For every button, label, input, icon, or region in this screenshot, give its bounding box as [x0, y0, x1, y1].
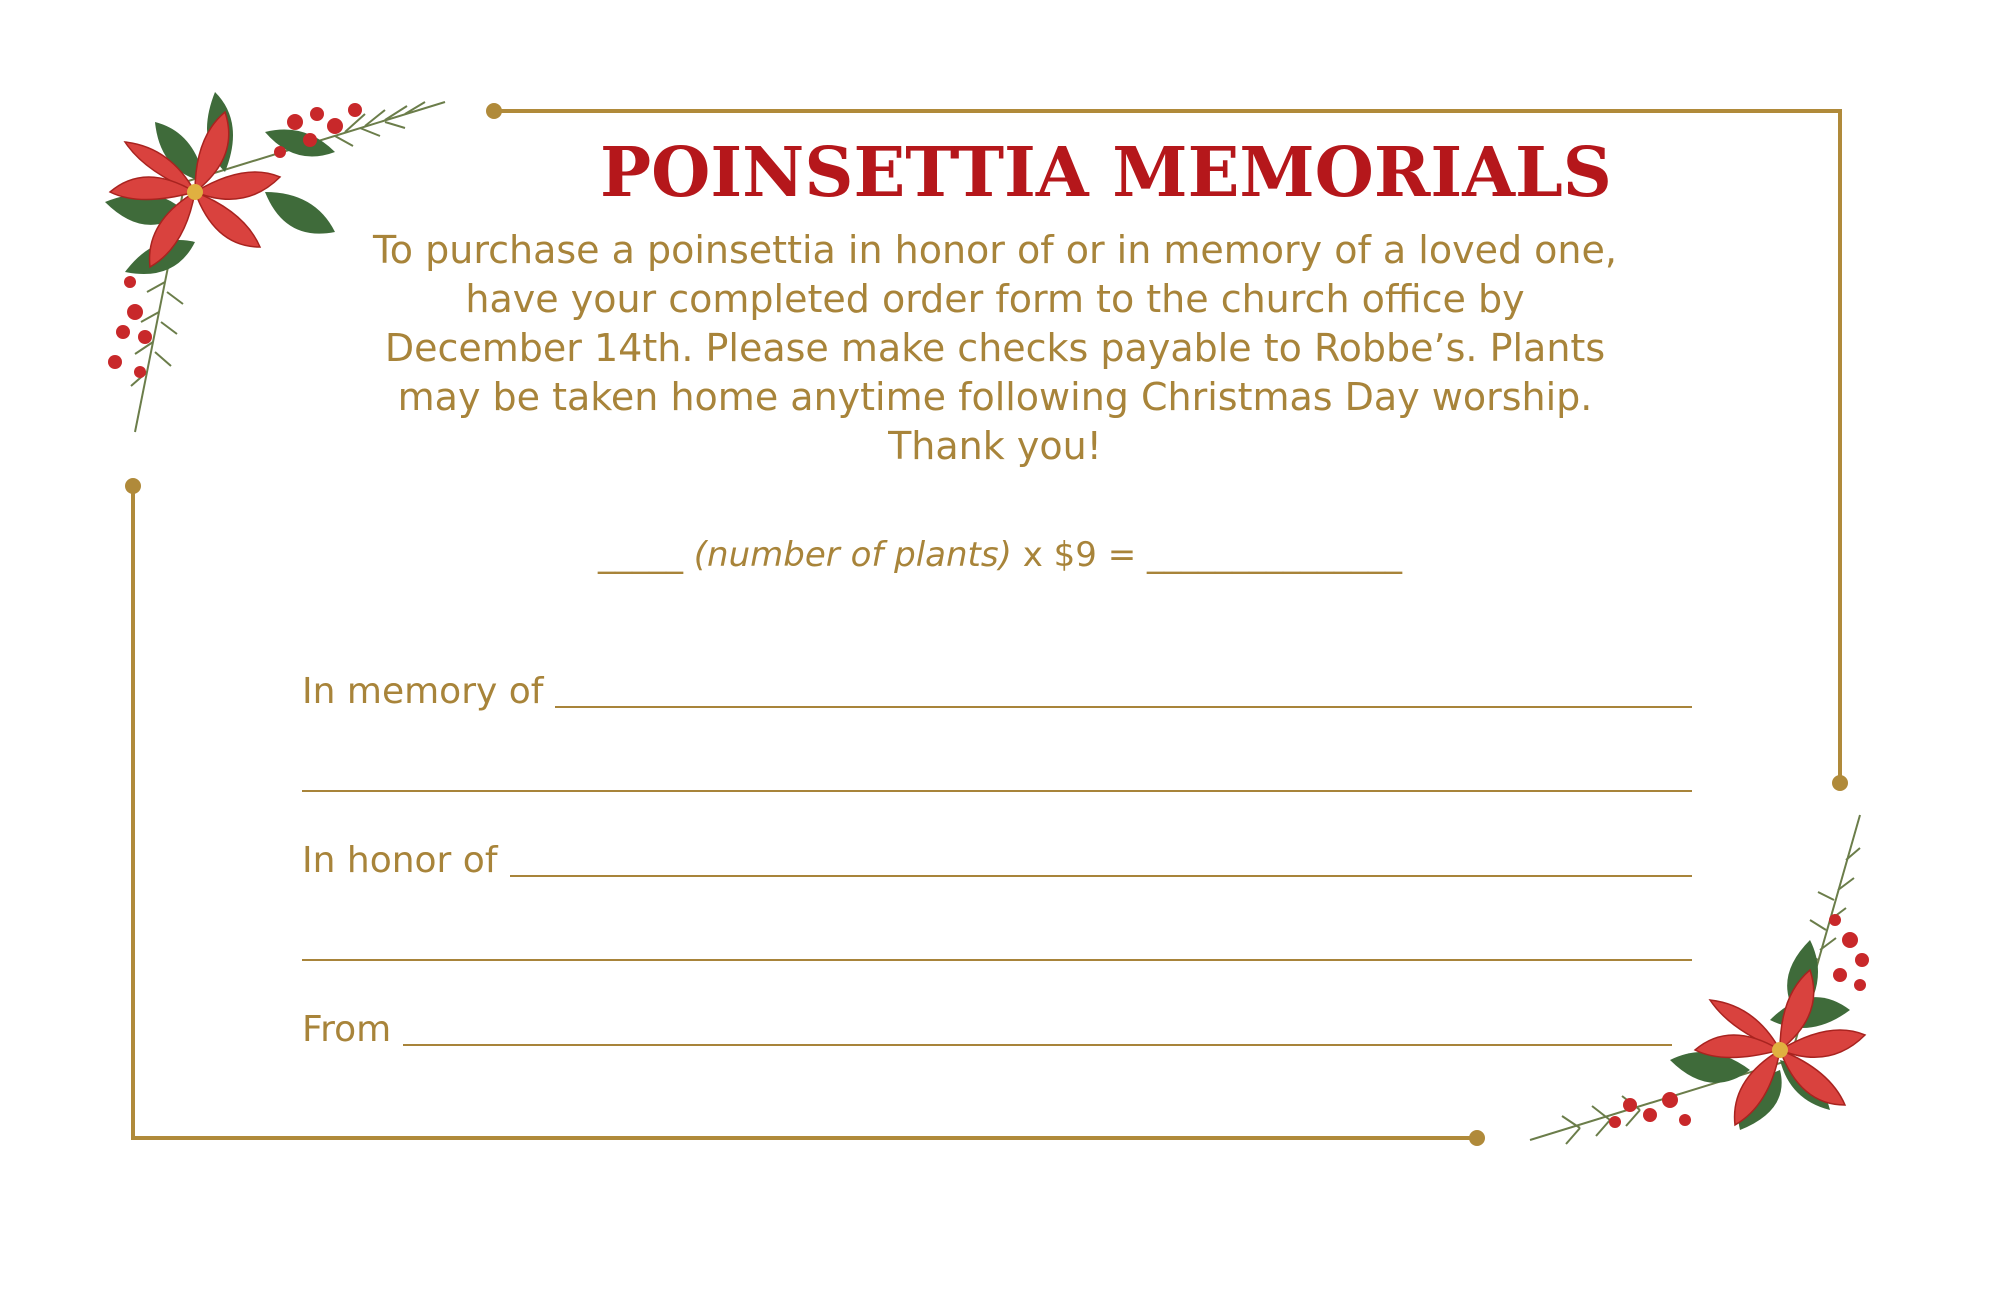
in-honor-of-continuation-line[interactable] — [302, 959, 1692, 961]
in-memory-of-continuation-line[interactable] — [302, 790, 1692, 792]
frame-dot-bottom-right — [1469, 1130, 1485, 1146]
price-multiplier: x $9 = — [1022, 535, 1137, 575]
from-label: From — [302, 1009, 392, 1050]
frame-dot-top-left — [486, 103, 502, 119]
plant-count-blank[interactable]: _____ — [597, 535, 683, 575]
page-title: POINSETTIA MEMORIALS — [600, 133, 1612, 213]
intro-line: have your completed order form to the church office by — [465, 277, 1525, 321]
intro-line: December 14th. Please make checks payable to Robbe’s. Plants — [384, 326, 1606, 370]
from-field — [302, 998, 1672, 1050]
intro-line: To purchase a poinsettia in honor of or in memory of a loved one, — [373, 228, 1617, 272]
frame-right-line — [1838, 109, 1842, 783]
in-honor-of-field — [302, 829, 1692, 881]
in-honor-of-continuation-field — [302, 913, 1692, 965]
number-of-plants-label: (number of plants) — [693, 535, 1012, 575]
in-memory-of-label: In memory of — [302, 671, 544, 712]
frame-bottom-line — [131, 1136, 1477, 1140]
frame-left-line — [131, 486, 135, 1140]
from-line[interactable] — [403, 1044, 1672, 1046]
frame-dot-left — [125, 478, 141, 494]
in-memory-of-line[interactable] — [555, 706, 1692, 708]
in-memory-of-field — [302, 660, 1692, 712]
frame-top-line — [494, 109, 1840, 113]
intro-line: may be taken home anytime following Christmas Day worship. — [397, 375, 1593, 419]
total-amount-blank[interactable]: _______________ — [1147, 535, 1402, 575]
intro-line: Thank you! — [888, 424, 1102, 468]
in-memory-of-continuation-field — [302, 744, 1692, 796]
intro-paragraph — [290, 226, 1700, 471]
frame-dot-right — [1832, 775, 1848, 791]
plant-cost-calculation — [300, 535, 1700, 575]
in-honor-of-line[interactable] — [510, 875, 1692, 877]
in-honor-of-label: In honor of — [302, 840, 498, 881]
